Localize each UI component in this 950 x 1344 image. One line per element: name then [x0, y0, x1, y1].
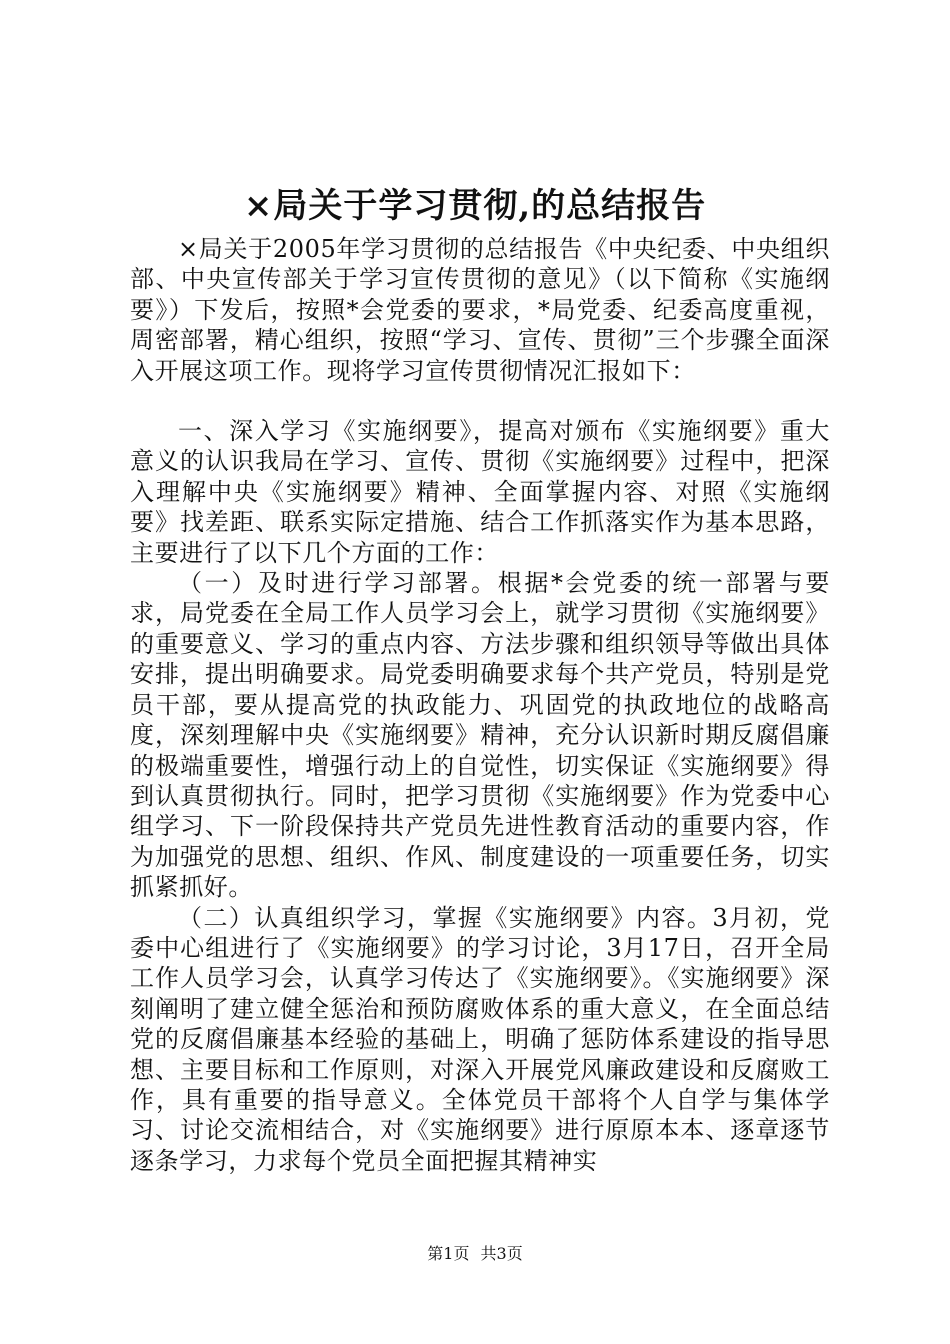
page-total: 共3页: [480, 1244, 523, 1263]
page-number: 第1页: [427, 1244, 470, 1263]
page-footer: [0, 1243, 950, 1265]
paragraph-subsection-2: （二）认真组织学习，掌握《实施纲要》内容。3月初，党委中心组进行了《实施纲要》的学习讨论，3月17日，召开全局工作人员学习会，认真学习传达了《实施纲要》。《实施纲要》深刻阐明了建立健全惩治和预防腐败体系的重大意义，在全面总结党的反腐倡廉基本经验的基础上，明确了惩防体系建设的指导思想、主要目标和工作原则，对深入开展党风廉政建设和反腐败工作，具有重要的指导意义。全体党员干部将个人自学与集体学习、讨论交流相结合，对《实施纲要》进行原原本本、逐章逐节逐条学习，力求每个党员全面把握其精神实: [130, 903, 830, 1175]
paragraph-intro: ×局关于2005年学习贯彻的总结报告《中央纪委、中央组织部、中央宣传部关于学习宣传贯彻的意见》（以下简称《实施纲要》）下发后，按照*会党委的要求，*局党委、纪委高度重视，周密部署，精心组织，按照“学习、宣传、贯彻”三个步骤全面深入开展这项工作。现将学习宣传贯彻情况汇报如下：: [130, 235, 830, 385]
paragraph-section-1: 一、深入学习《实施纲要》，提高对颁布《实施纲要》重大意义的认识我局在学习、宣传、贯彻《实施纲要》过程中，把深入理解中央《实施纲要》精神、全面掌握内容、对照《实施纲要》找差距、联系实际定措施、结合工作抓落实作为基本思路，主要进行了以下几个方面的工作：: [130, 417, 830, 567]
document-body: [130, 234, 830, 1176]
document-title: ×局关于学习贯彻,的总结报告: [243, 186, 707, 226]
paragraph-subsection-1: （一）及时进行学习部署。根据*会党委的统一部署与要求，局党委在全局工作人员学习会上，就学习贯彻《实施纲要》的重要意义、学习的重点内容、方法步骤和组织领导等做出具体安排，提出明确要求。局党委明确要求每个共产党员，特别是党员干部，要从提高党的执政能力、巩固党的执政地位的战略高度，深刻理解中央《实施纲要》精神，充分认识新时期反腐倡廉的极端重要性，增强行动上的自觉性，切实保证《实施纲要》得到认真贯彻执行。同时，把学习贯彻《实施纲要》作为党委中心组学习、下一阶段保持共产党员先进性教育活动的重要内容，作为加强党的思想、组织、作风、制度建设的一项重要任务，切实抓紧抓好。: [130, 569, 830, 902]
